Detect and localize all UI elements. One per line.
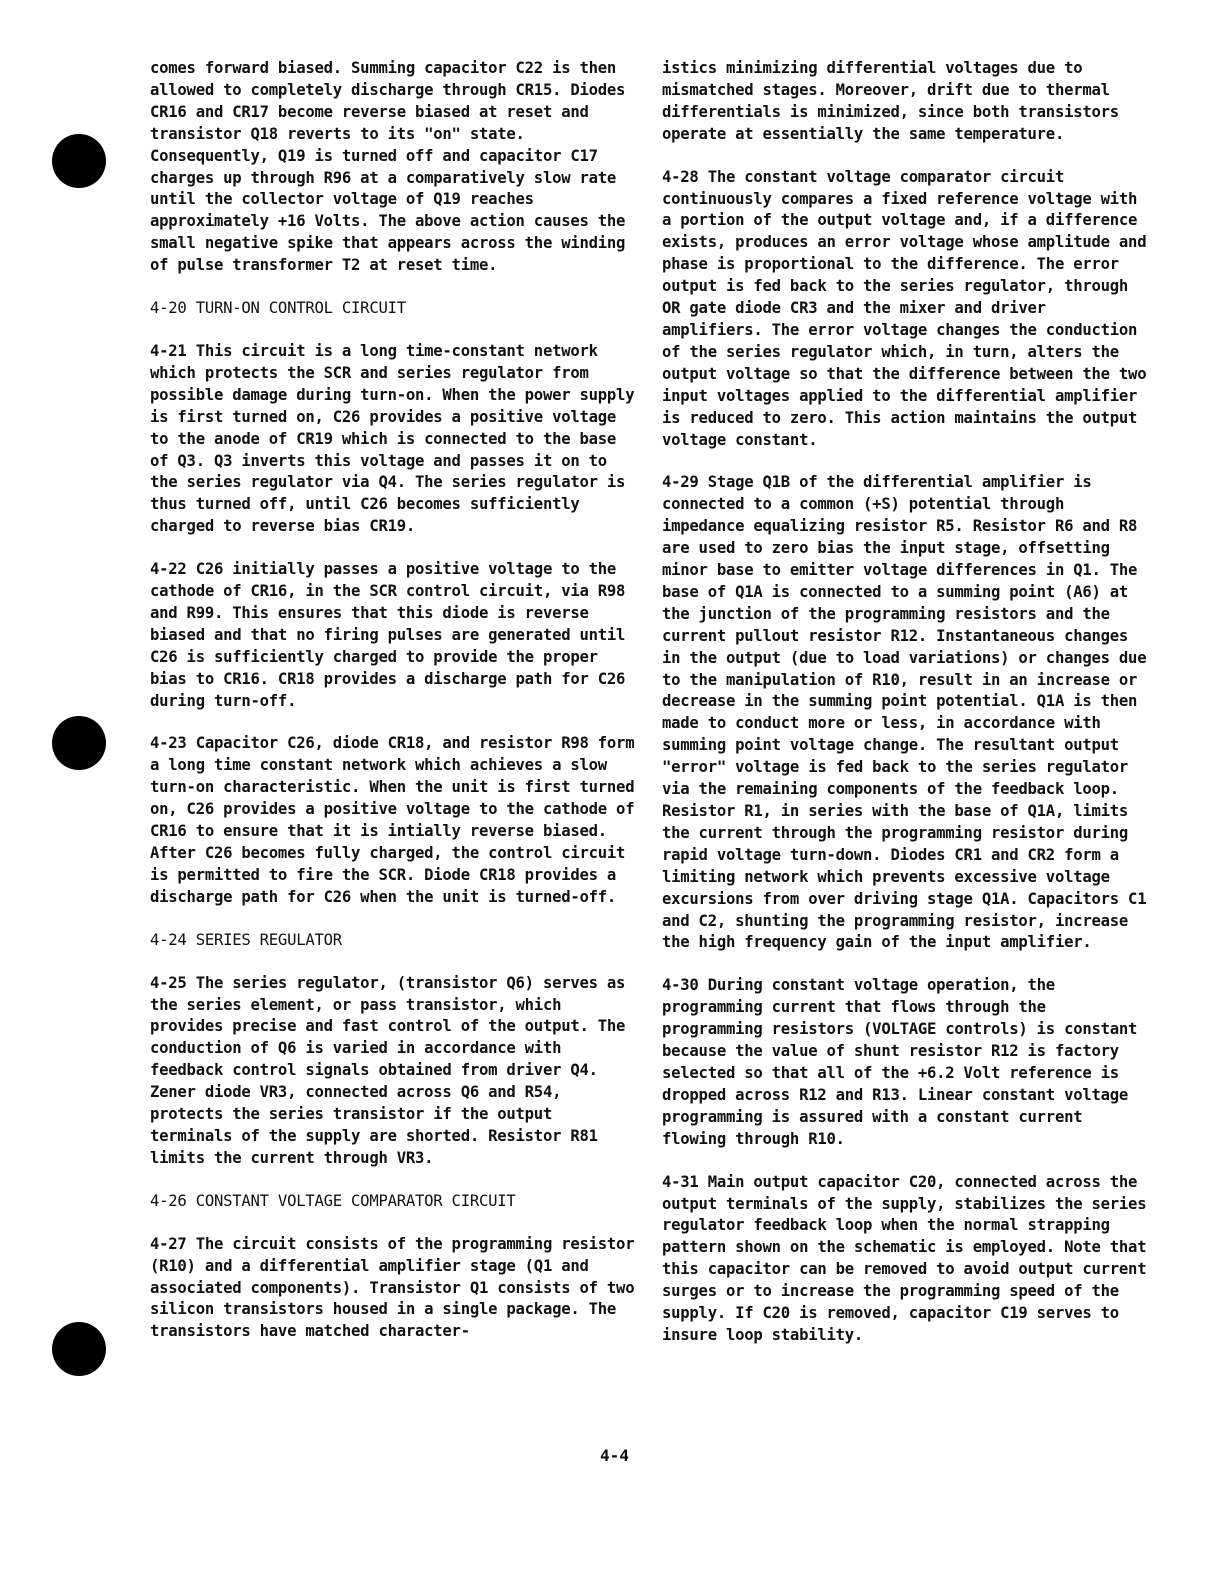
paragraph-4-22: 4-22 C26 initially passes a positive voltage to the cathode of CR16, in the SCR control circuit, via R98 and R99. This ensures that this diode is reverse biased and that no firing pulses are generated until C26 is sufficiently charged to provide the proper bias to CR16. CR18 provides a discharge path for C26 during turn-off. [150, 560, 626, 710]
binder-hole-top [52, 134, 106, 188]
right-column [662, 58, 1152, 1368]
intro-paragraph: comes forward biased. Summing capacitor C22 is then allowed to completely discharge through CR15. Diodes CR16 and CR17 become reverse biased at reset and transistor Q18 reverts to its "on" state. Consequently, Q19 is turned off and capacitor C17 charges up through R96 at a comparatively slow rate until the collector voltage of Q19 reaches approximately +16 Volts. The above action causes the small negative spike that appears across the winding of pulse transformer T2 at reset time. [150, 59, 626, 275]
heading-series-regulator: 4-24 SERIES REGULATOR [150, 930, 342, 949]
paragraph-4-29: 4-29 Stage Q1B of the differential amplifier is connected to a common (+S) potential through impedance equalizing resistor R5. Resistor R6 and R8 are used to zero bias the input stage, offsetting minor base to emitter voltage differences in Q1. The base of Q1A is connected to a summing point (A6) at the junction of the programming resistors and the current pullout resistor R12. Instantaneous changes in the output (due to load variations) or changes due to the manipulation of R10, result in an increase or decrease in the summing point potential. Q1A is then made to conduct more or less, in accordance with summing point voltage change. The resultant output "error" voltage is fed back to the series regulator via the remaining components of the feedback loop. Resistor R1, in series with the base of Q1A, limits the current through the programming resistor during rapid voltage turn-down. Diodes CR1 and CR2 form a limiting network which prevents excessive voltage excursions from over driving stage Q1A. Capacitors C1 and C2, shunting the programming resistor, increase the high frequency gain of the input amplifier. [662, 473, 1147, 952]
page-number: 4-4 [600, 1446, 629, 1465]
paragraph-4-28: 4-28 The constant voltage comparator circuit continuously compares a fixed reference voltage with a portion of the output voltage and, if a difference exists, produces an error voltage whose amplitude and phase is proportional to the difference. The error output is fed back to the series regulator, through OR gate diode CR3 and the mixer and driver amplifiers. The error voltage changes the conduction of the series regulator which, in turn, alters the output voltage so that the difference between the two input voltages applied to the differential amplifier is reduced to zero. This action maintains the output voltage constant. [662, 167, 1147, 449]
heading-constant-voltage-comparator: 4-26 CONSTANT VOLTAGE COMPARATOR CIRCUIT [150, 1191, 516, 1210]
heading-turn-on-control-circuit: 4-20 TURN-ON CONTROL CIRCUIT [150, 299, 406, 318]
paragraph-4-30: 4-30 During constant voltage operation, the programming current that flows through the programming resistors (VOLTAGE controls) is constant because the value of shunt resistor R12 is factory selected so that all of the +6.2 Volt reference is dropped across R12 and R13. Linear constant voltage programming is assured with a constant current flowing through R10. [662, 976, 1138, 1148]
paragraph-4-27: 4-27 The circuit consists of the programming resistor (R10) and a differential amplifier stage (Q1 and associated components). Transistor Q1 consists of two silicon transistors housed in a single package. The transistors have matched character- [150, 1234, 635, 1341]
paragraph-4-25: 4-25 The series regulator, (transistor Q6) serves as the series element, or pass transistor, which provides precise and fast control of the output. The conduction of Q6 is varied in accordance with feedback control signals obtained from driver Q4. Zener diode VR3, connected across Q6 and R54, protects the series transistor if the output terminals of the supply are shorted. Resistor R81 limits the current through VR3. [150, 973, 626, 1167]
paragraph-4-23: 4-23 Capacitor C26, diode CR18, and resistor R98 form a long time constant network which achieves a slow turn-on characteristic. When the unit is first turned on, C26 provides a positive voltage to the cathode of CR16 to ensure that it is intially reverse biased. After C26 becomes fully charged, the control circuit is permitted to fire the SCR. Diode CR18 provides a discharge path for C26 when the unit is turned-off. [150, 734, 635, 906]
paragraph-4-21: 4-21 This circuit is a long time-constant network which protects the SCR and series regulator from possible damage during turn-on. When the power supply is first turned on, C26 provides a positive voltage to the anode of CR19 which is connected to the base of Q3. Q3 inverts this voltage and passes it on to the series regulator via Q4. The series regulator is thus turned off, until C26 becomes sufficiently charged to reverse bias CR19. [150, 341, 635, 536]
paragraph-4-31: 4-31 Main output capacitor C20, connected across the output terminals of the supply, stabilizes the series regulator feedback loop when the normal strapping pattern shown on the schematic is employed. Note that this capacitor can be removed to avoid output current surges or to increase the programming speed of the supply. If C20 is removed, capacitor C19 serves to insure loop stability. [662, 1172, 1147, 1344]
binder-hole-bottom [52, 1322, 106, 1376]
binder-hole-middle [52, 716, 106, 770]
left-column [150, 58, 640, 1364]
continuation-paragraph: istics minimizing differential voltages due to mismatched stages. Moreover, drift due to thermal differentials is minimized, since both transistors operate at essentially the same temperature. [662, 59, 1119, 143]
